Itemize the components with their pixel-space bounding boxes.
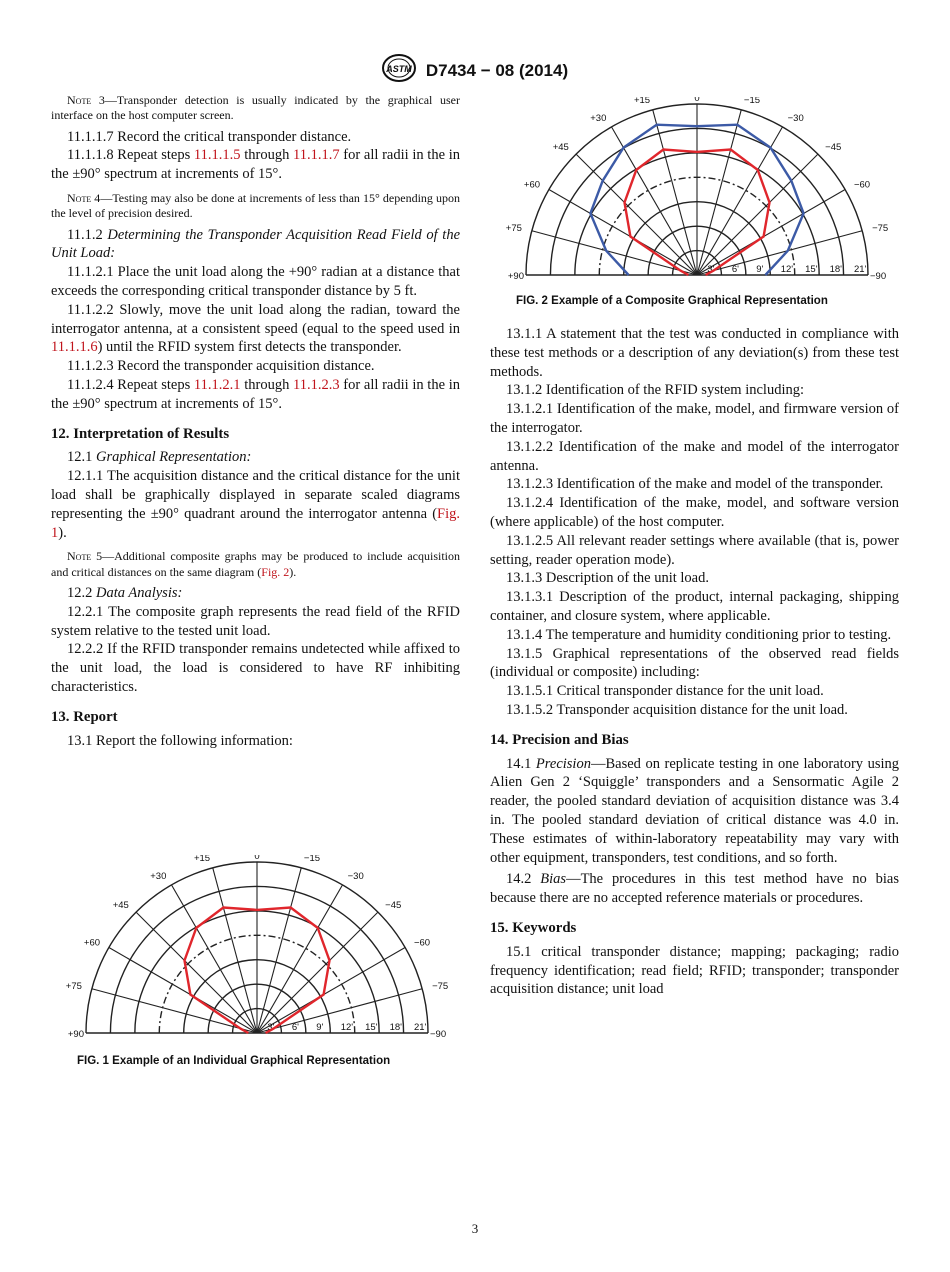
- para-13151: 13.1.5.1 Critical transponder distance for the unit load.: [506, 683, 824, 700]
- page-header: [0, 54, 950, 87]
- para-13121: 13.1.2.1 Identification of the make, model, and firmware version of the interrogator.: [490, 401, 899, 436]
- figure-2-svg: [495, 97, 900, 292]
- heading-13: 13. Report: [51, 708, 118, 725]
- right-column: [490, 325, 899, 999]
- distance-label: 3': [267, 1022, 275, 1033]
- figure-1-svg: [55, 855, 460, 1050]
- radial-line--60: [257, 948, 405, 1034]
- heading-15: 15. Keywords: [490, 919, 577, 936]
- angle-label: +90: [507, 271, 524, 282]
- angle-label: −60: [853, 179, 871, 191]
- para-1112: 11.1.2 Determining the Transponder Acquisition Read Field of the Unit Load:: [51, 226, 461, 262]
- distance-label: 18': [389, 1022, 402, 1033]
- link-11123[interactable]: 11.1.2.3: [293, 376, 340, 393]
- distance-label: 21': [854, 264, 867, 275]
- para-121: 12.1 Graphical Representation:: [67, 449, 252, 466]
- radial-line-60: [549, 190, 697, 276]
- angle-label: −15: [743, 97, 761, 106]
- para-11118: 11.1.1.8 Repeat steps 11.1.1.5 through 11.1.1.7 for all radii in the in the ±90° spectrum at increments of 15°.: [51, 147, 460, 183]
- angle-label: +45: [112, 899, 129, 911]
- figure-2-polar-chart: [495, 97, 900, 292]
- angle-label: −45: [825, 141, 842, 153]
- link-11117[interactable]: 11.1.1.7: [293, 147, 340, 164]
- distance-label: 15': [365, 1022, 378, 1033]
- para-141: 14.1 Precision—Based on replicate testing in one laboratory using Alien Gen 2 ‘Squiggle’ transponders and a Sensormatic Agile 2 reader, the pooled standard deviation of acquisition distance was 3.4 in. The pooled standard deviation of critical distance was 4.0 in. These estimates of within-laboratory repeatability may vary with other equipment, transponders, test conditions, and so forth.: [490, 755, 899, 866]
- angle-label: +75: [505, 223, 522, 235]
- para-13124: 13.1.2.4 Identification of the make, model, and software version (where applicable) of the host computer.: [490, 495, 899, 530]
- para-11122: 11.1.2.2 Slowly, move the unit load along the radian, toward the interrogator antenna, at a consistent speed (equal to the speed used in 11.1.1.6) until the RFID system first detects the transponder.: [51, 301, 460, 356]
- para-1314: 13.1.4 The temperature and humidity conditioning prior to testing.: [506, 626, 892, 643]
- para-1312: 13.1.2 Identification of the RFID system including:: [506, 382, 805, 399]
- document-designation: D7434 − 08 (2014): [425, 60, 569, 80]
- distance-label: 3': [707, 264, 715, 275]
- angle-label: −75: [872, 223, 889, 235]
- distance-label: 9': [316, 1022, 324, 1033]
- para-1315: 13.1.5 Graphical representations of the observed read fields (individual or composite) including:: [490, 645, 899, 681]
- link-11121[interactable]: 11.1.2.1: [193, 376, 241, 393]
- para-142: 14.2 Bias—The procedures in this test method have no bias because there are no accepted reference materials or procedures.: [490, 871, 899, 907]
- heading-14: 14. Precision and Bias: [490, 731, 629, 748]
- svg-text:ASTM: ASTM: [386, 64, 412, 74]
- radial-line-15: [213, 868, 257, 1033]
- angle-label: +90: [67, 1029, 84, 1040]
- left-column: [51, 93, 460, 750]
- angle-label: −15: [303, 855, 321, 864]
- angle-label: −45: [385, 899, 402, 911]
- para-13152: 13.1.5.2 Transponder acquisition distance for the unit load.: [506, 701, 848, 718]
- angle-label: +45: [552, 141, 569, 153]
- para-13125: 13.1.2.5 All relevant reader settings where available (that is, power setting, reader operation mode).: [490, 532, 899, 568]
- radial-line-60: [109, 948, 257, 1034]
- figure-2-caption: FIG. 2 Example of a Composite Graphical Representation: [516, 295, 828, 307]
- angle-label: −30: [347, 871, 364, 883]
- angle-label: −90: [870, 271, 887, 282]
- radial-line--15: [697, 110, 741, 275]
- angle-label: +60: [523, 179, 541, 191]
- para-1221: 12.2.1 The composite graph represents the read field of the RFID system relative to the tested unit load.: [51, 603, 460, 639]
- angle-label: −75: [432, 981, 449, 993]
- angle-label: +15: [193, 855, 211, 864]
- angle-label: 0: [694, 97, 700, 104]
- figure-1-polar-chart: [55, 855, 460, 1050]
- para-131: 13.1 Report the following information:: [67, 732, 293, 749]
- angle-label: 0: [254, 855, 260, 862]
- para-1222: 12.2.2 If the RFID transponder remains undetected while affixed to the unit load, the load is considered to have RF inhibiting characteristics.: [51, 641, 460, 695]
- angle-label: +30: [150, 871, 167, 883]
- link-11115[interactable]: 11.1.1.5: [193, 147, 241, 164]
- para-13123: 13.1.2.3 Identification of the make and model of the transponder.: [506, 476, 884, 493]
- distance-label: 9': [756, 264, 764, 275]
- angle-label: −90: [430, 1029, 447, 1040]
- angle-label: +60: [83, 937, 101, 949]
- note-3: Note 3—Transponder detection is usually indicated by the graphical user interface on the host computer screen.: [51, 93, 460, 123]
- link-11116[interactable]: 11.1.1.6: [51, 339, 98, 356]
- astm-logo-icon: [382, 54, 416, 87]
- angle-label: +30: [590, 113, 607, 125]
- radial-line-15: [653, 110, 697, 275]
- distance-label: 18': [829, 264, 842, 275]
- distance-label: 12': [340, 1022, 354, 1033]
- note-5: Note 5—Additional composite graphs may be produced to include acquisition and critical distances on the same diagram (Fig. 2).: [51, 549, 461, 579]
- para-11124: 11.1.2.4 Repeat steps 11.1.2.1 through 11.1.2.3 for all radii in the in the ±90° spectrum at increments of 15°.: [51, 376, 460, 412]
- para-1311: 13.1.1 A statement that the test was conducted in compliance with these test methods or a description of any deviation(s) from these test methods.: [490, 326, 899, 380]
- radial-line-75: [532, 231, 697, 275]
- page-number: 3: [471, 1221, 479, 1236]
- distance-label: 21': [414, 1022, 427, 1033]
- distance-label: 6': [291, 1022, 299, 1033]
- radial-line--15: [257, 868, 301, 1033]
- distance-label: 12': [780, 264, 794, 275]
- radial-line--60: [697, 190, 845, 276]
- distance-label: 15': [805, 264, 818, 275]
- radial-line-75: [92, 989, 257, 1033]
- para-1211: 12.1.1 The acquisition distance and the critical distance for the unit load shall be graphically displayed in separate scaled diagrams representing the ±90° quadrant around the interrogator antenna (Fig. 1).: [51, 468, 460, 541]
- angle-label: +15: [633, 97, 651, 106]
- figure-1-caption: FIG. 1 Example of an Individual Graphical Representation: [77, 1055, 391, 1067]
- para-151: 15.1 critical transponder distance; mapping; packaging; radio frequency identification; read field; RFID; transponder; transponder acquisition distance; unit load: [490, 943, 899, 998]
- para-13131: 13.1.3.1 Description of the product, internal packaging, shipping container, and closure system, where applicable.: [490, 589, 899, 624]
- para-1313: 13.1.3 Description of the unit load.: [506, 570, 709, 587]
- angle-label: +75: [65, 981, 82, 993]
- para-11123: 11.1.2.3 Record the transponder acquisition distance.: [67, 358, 375, 375]
- distance-label: 6': [731, 264, 739, 275]
- link-fig1[interactable]: Fig. 1: [51, 505, 460, 541]
- para-11121: 11.1.2.1 Place the unit load along the +90° radian at a distance that exceeds the corresponding critical transponder distance by 5 ft.: [51, 264, 460, 299]
- note-4: Note 4—Testing may also be done at increments of less than 15° depending upon the level of precision desired.: [51, 190, 460, 221]
- para-122: 12.2 Data Analysis:: [67, 584, 183, 601]
- para-11117: 11.1.1.7 Record the critical transponder distance.: [67, 128, 352, 145]
- para-13122: 13.1.2.2 Identification of the make and model of the interrogator antenna.: [490, 438, 899, 474]
- link-fig2[interactable]: Fig. 2: [261, 564, 290, 579]
- heading-12: 12. Interpretation of Results: [51, 425, 230, 442]
- angle-label: −30: [787, 113, 804, 125]
- angle-label: −60: [413, 937, 431, 949]
